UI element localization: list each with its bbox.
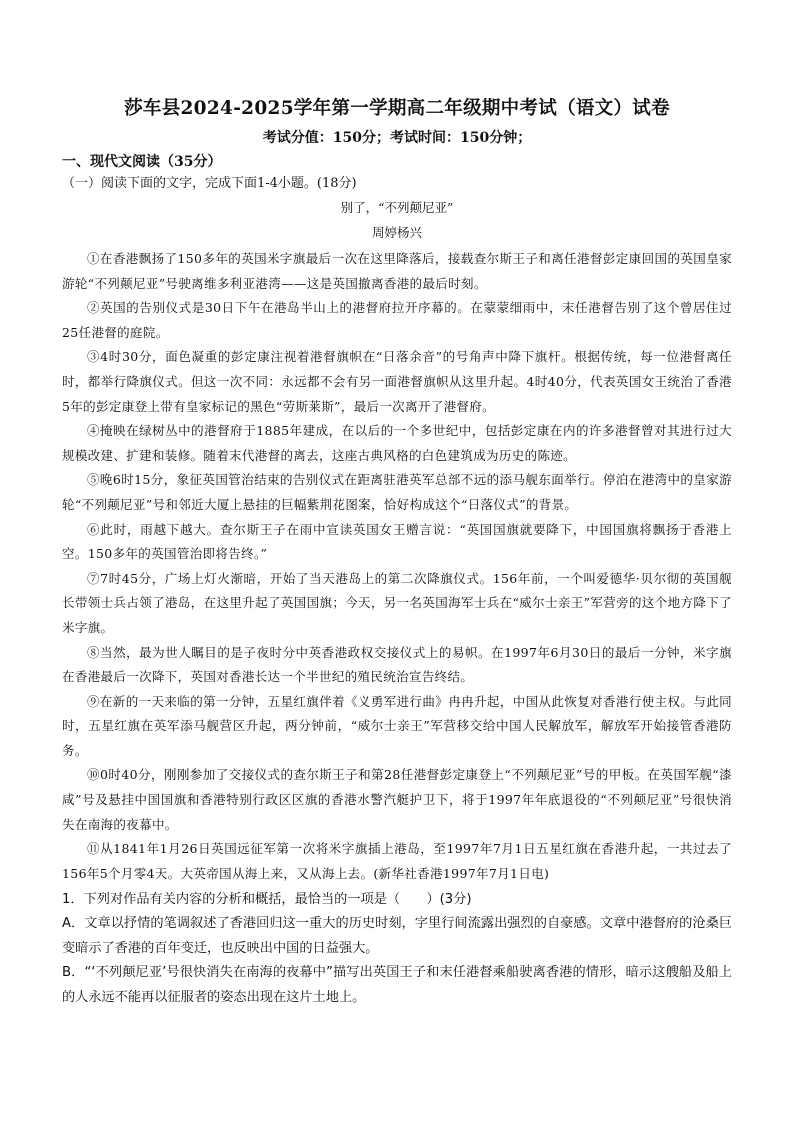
article-body — [62, 247, 732, 886]
article-paragraph-5: ⑤晚6时15分，象征英国管治结束的告别仪式在距离驻港英军总部不远的添马舰东面举行。停泊在港湾中的皇家游轮“不列颠尼亚”号和邻近大厦上悬挂的巨幅紫荆花图案，恰好构成这个“日落仪式”的背景。 — [62, 472, 732, 512]
part-heading: （一）阅读下面的文字，完成下面1-4小题。(18分) — [62, 176, 357, 191]
article-paragraph-6: ⑥此时，雨越下越大。查尔斯王子在雨中宣读英国女王赠言说：“英国国旗就要降下，中国国旗将飘扬于香港上空。150多年的英国管治即将告终。” — [62, 521, 732, 562]
article-paragraph-7: ⑦7时45分，广场上灯火渐暗，开始了当天港岛上的第二次降旗仪式。156年前，一个叫爱德华·贝尔彻的英国舰长带领士兵占领了港岛，在这里升起了英国国旗；今天，另一名英国海军士兵在“威尔士亲王”军营旁的这个地方降下了米字旗。 — [62, 570, 732, 635]
exam-title: 莎车县2024-2025学年第一学期高二年级期中考试（语文）试卷 — [124, 98, 670, 119]
article-paragraph-11: ⑪从1841年1月26日英国远征军第一次将米字旗插上港岛，至1997年7月1日五星红旗在香港升起，一共过去了156年5个月零4天。大英帝国从海上来，又从海上去。(新华社香港1997年7月1日电) — [62, 841, 732, 881]
article-title: 别了，“不列颠尼亚” — [340, 200, 454, 215]
question-1-option-a: A．文章以抒情的笔调叙述了香港回归这一重大的历史时刻，字里行间流露出强烈的自豪感。文章中港督府的沧桑巨变暗示了香港的百年变迁，也反映出中国的日益强大。 — [62, 916, 732, 956]
article-paragraph-4: ④掩映在绿树丛中的港督府于1885年建成，在以后的一个多世纪中，包括彭定康在内的许多港督曾对其进行过大规模改建、扩建和装修。随着末代港督的离去，这座古典风格的白色建筑成为历史的陈迹。 — [62, 423, 732, 463]
section-heading: 一、现代文阅读（35分） — [62, 154, 222, 170]
article-paragraph-2: ②英国的告别仪式是30日下午在港岛半山上的港督府拉开序幕的。在蒙蒙细雨中，末任港督告别了这个曾居住过25任港督的庭院。 — [62, 300, 732, 340]
article-paragraph-9: ⑨在新的一天来临的第一分钟，五星红旗伴着《义勇军进行曲》冉冉升起，中国从此恢复对香港行使主权。与此同时，五星红旗在英军添马舰营区升起，两分钟前，“威尔士亲王”军营移交给中国人民解放军，解放军开始接管香港防务。 — [62, 693, 732, 758]
article-paragraph-1: ①在香港飘扬了150多年的英国米字旗最后一次在这里降落后，接载查尔斯王子和离任港督彭定康回国的英国皇家游轮“不列颠尼亚”号驶离维多利亚港湾——这是英国撤离香港的最后时刻。 — [62, 251, 732, 291]
article-paragraph-3: ③4时30分，面色凝重的彭定康注视着港督旗帜在“日落余音”的号角声中降下旗杆。根据传统，每一位港督离任时，都举行降旗仪式。但这一次不同：永远都不会有另一面港督旗帜从这里升起。4时40分，代表英国女王统治了香港5年的彭定康登上带有皇家标记的黑色“劳斯莱斯”，最后一次离开了港督府。 — [62, 349, 732, 414]
exam-subtitle: 考试分值：150分；考试时间：150分钟； — [262, 130, 532, 146]
question-1-option-b: B．“‘不列颠尼亚’号很快消失在南海的夜幕中”描写出英国王子和末任港督乘船驶离香港的情形，暗示这艘船及船上的人永远不能再以征服者的姿态出现在这片土地上。 — [62, 965, 732, 1005]
article-paragraph-8: ⑧当然，最为世人瞩目的是子夜时分中英香港政权交接仪式上的易帜。在1997年6月30日的最后一分钟，米字旗在香港最后一次降下，英国对香港长达一个半世纪的殖民统治宣告终结。 — [62, 644, 732, 685]
question-1-stem: 1．下列对作品有关内容的分析和概括，最恰当的一项是（ ）(3分) — [62, 892, 472, 908]
article-author: 周婷杨兴 — [371, 225, 422, 240]
article-paragraph-10: ⑩0时40分，刚刚参加了交接仪式的查尔斯王子和第28任港督彭定康登上“不列颠尼亚”号的甲板。在英国军舰“漆咸”号及悬挂中国国旗和香港特别行政区区旗的香港水警汽艇护卫下，将于1997年年底退役的“不列颠尼亚”号很快消失在南海的夜幕中。 — [62, 767, 732, 832]
